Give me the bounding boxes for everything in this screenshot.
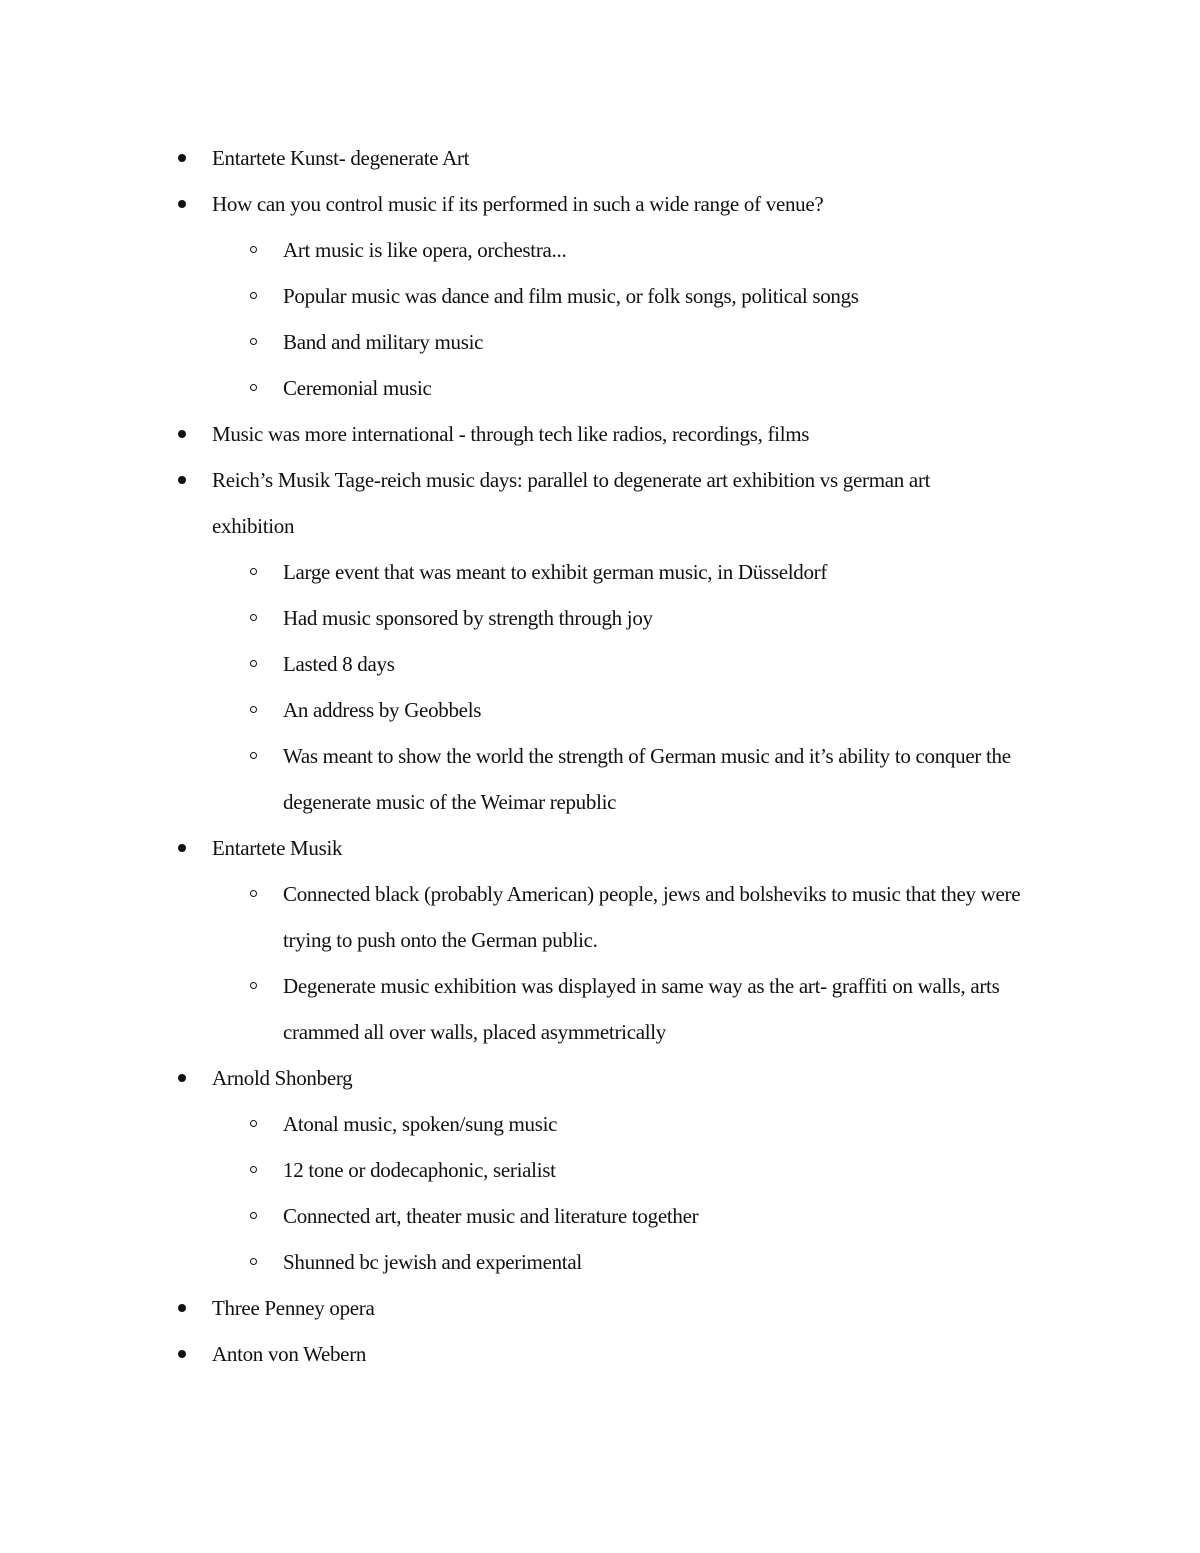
- hollow-bullet-icon: [250, 706, 257, 713]
- hollow-bullet-icon: [250, 614, 257, 621]
- sub-list-item: [0, 227, 1200, 273]
- list-item: [0, 457, 1200, 549]
- sub-list-item-text: Was meant to show the world the strength of German music and it’s ability to conquer the degenerate music of the Weimar republic: [283, 744, 1011, 814]
- sub-list-item: [0, 319, 1200, 365]
- sub-list-item: [0, 273, 1200, 319]
- list-item: [0, 825, 1200, 871]
- list-item-text: Arnold Shonberg: [212, 1066, 353, 1090]
- sub-list-item: [0, 365, 1200, 411]
- sub-list-item: [0, 1193, 1200, 1239]
- sub-list-item: [0, 641, 1200, 687]
- sub-list-item-text: Lasted 8 days: [283, 652, 395, 676]
- sub-list-item: [0, 733, 1200, 825]
- sub-list-item: [0, 687, 1200, 733]
- sub-list-item-text: Ceremonial music: [283, 376, 432, 400]
- sub-list-item-text: 12 tone or dodecaphonic, serialist: [283, 1158, 556, 1182]
- list-item-text: Music was more international - through tech like radios, recordings, films: [212, 422, 810, 446]
- list-item-text: How can you control music if its performed in such a wide range of venue?: [212, 192, 824, 216]
- list-item-text: Three Penney opera: [212, 1296, 375, 1320]
- hollow-bullet-icon: [250, 1166, 257, 1173]
- list-item: [0, 1285, 1200, 1331]
- sub-list-item: [0, 871, 1200, 963]
- filled-bullet-icon: [178, 476, 186, 484]
- hollow-bullet-icon: [250, 890, 257, 897]
- hollow-bullet-icon: [250, 292, 257, 299]
- sub-list-item: [0, 595, 1200, 641]
- list-item: [0, 411, 1200, 457]
- list-item-text: Reich’s Musik Tage-reich music days: parallel to degenerate art exhibition vs german art exhibition: [212, 468, 931, 538]
- sub-list-item: [0, 963, 1200, 1055]
- bulleted-notes: [0, 135, 1200, 1377]
- sub-list-item-text: Had music sponsored by strength through joy: [283, 606, 653, 630]
- hollow-bullet-icon: [250, 338, 257, 345]
- sub-list-item: [0, 1147, 1200, 1193]
- hollow-bullet-icon: [250, 660, 257, 667]
- filled-bullet-icon: [178, 844, 186, 852]
- sub-list-item-text: Popular music was dance and film music, or folk songs, political songs: [283, 284, 859, 308]
- sub-list-item: [0, 549, 1200, 595]
- hollow-bullet-icon: [250, 1120, 257, 1127]
- filled-bullet-icon: [178, 1074, 186, 1082]
- list-item-text: Entartete Kunst- degenerate Art: [212, 146, 470, 170]
- sub-list-item-text: Connected black (probably American) people, jews and bolsheviks to music that they were trying to push onto the German public.: [283, 882, 1021, 952]
- hollow-bullet-icon: [250, 982, 257, 989]
- sub-list-item-text: Connected art, theater music and literature together: [283, 1204, 699, 1228]
- list-item-text: Anton von Webern: [212, 1342, 367, 1366]
- filled-bullet-icon: [178, 154, 186, 162]
- hollow-bullet-icon: [250, 568, 257, 575]
- sub-list-item-text: Atonal music, spoken/sung music: [283, 1112, 558, 1136]
- sub-list-item-text: An address by Geobbels: [283, 698, 482, 722]
- hollow-bullet-icon: [250, 384, 257, 391]
- sub-list-item-text: Band and military music: [283, 330, 484, 354]
- filled-bullet-icon: [178, 430, 186, 438]
- sub-list-item: [0, 1239, 1200, 1285]
- list-item: [0, 181, 1200, 227]
- hollow-bullet-icon: [250, 1212, 257, 1219]
- hollow-bullet-icon: [250, 246, 257, 253]
- sub-list-item-text: Shunned bc jewish and experimental: [283, 1250, 582, 1274]
- sub-list-item-text: Degenerate music exhibition was displayed in same way as the art- graffiti on walls, arts crammed all over walls, placed asymmetrically: [283, 974, 1000, 1044]
- list-item: [0, 135, 1200, 181]
- sub-list-item-text: Large event that was meant to exhibit german music, in Düsseldorf: [283, 560, 828, 584]
- filled-bullet-icon: [178, 1350, 186, 1358]
- list-item: [0, 1331, 1200, 1377]
- hollow-bullet-icon: [250, 1258, 257, 1265]
- hollow-bullet-icon: [250, 752, 257, 759]
- list-item: [0, 1055, 1200, 1101]
- filled-bullet-icon: [178, 200, 186, 208]
- list-item-text: Entartete Musik: [212, 836, 343, 860]
- sub-list-item-text: Art music is like opera, orchestra...: [283, 238, 567, 262]
- sub-list-item: [0, 1101, 1200, 1147]
- filled-bullet-icon: [178, 1304, 186, 1312]
